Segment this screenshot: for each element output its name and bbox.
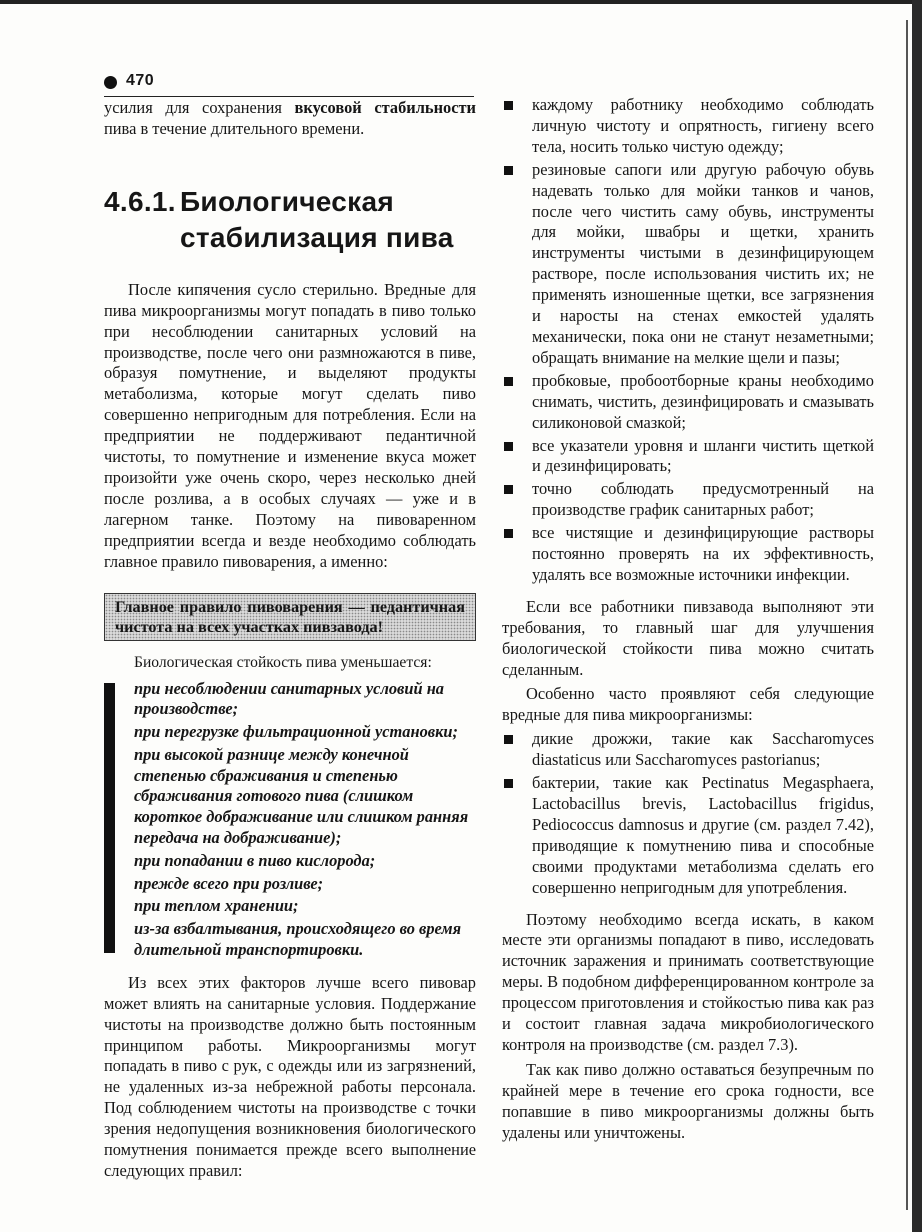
- sanitary-rules-list: [502, 95, 874, 586]
- list-item: все чистящие и дезинфицирующие растворы постоянно проверять на их эффективность, удалять все возможные источники инфекции.: [502, 523, 874, 586]
- scan-top-edge: [0, 0, 922, 4]
- intro-text-1: усилия для сохранения: [104, 98, 295, 117]
- page-header: [104, 72, 474, 97]
- list-item: каждому работнику необходимо соблюдать личную чистоту и опрятность, гигиену всего тела, носить только чистую одежду;: [502, 95, 874, 158]
- body-paragraph-1: После кипячения сусло стерильно. Вредные для пива микроорганизмы могут попадать в пиво только при несоблюдении санитарных условий на производстве, после чего они размножаются в пиве, образуя помутнение, и выделяют продукты метаболизма, которые могут сделать пиво совершенно непригодным для потребления. Если на предприятии не поддерживают педантичной чистоты, то помутнение и изменение вкуса может произойти уже очень скоро, через несколько дней после розлива, а в особых случаях — уже и в лагерном танке. Поэтому на пивоваренном предприятии всегда и везде необходимо соблюдать главное правило пивоварения, а именно:: [104, 279, 476, 571]
- list-item: пробковые, пробоотборные краны необходимо снимать, чистить, дезинфицировать и смазывать силиконовой смазкой;: [502, 371, 874, 434]
- intro-text-2: пива в течение длительного времени.: [104, 118, 365, 138]
- factor-item: прежде всего при розливе;: [134, 873, 324, 893]
- body-paragraph-3: Если все работники пивзавода выполняют эти требования, то главный шаг для улучшения биологической стойкости пива можно считать сделанным.: [502, 596, 874, 679]
- microorganisms-list: [502, 729, 874, 898]
- factor-item: при перегрузке фильтрационной установки;: [134, 722, 458, 742]
- factor-item: при высокой разнице между конечной степенью сбраживания и степенью сбраживания готового пива (слишком короткое дображивание или слишком ранняя передача на дображивание);: [134, 744, 469, 848]
- scan-right-edge: [912, 0, 922, 1232]
- page-marker-icon: [104, 76, 117, 89]
- intro-text-bold: вкусовой стабильности: [294, 98, 476, 117]
- section-title-line2: стабилизация пива: [180, 221, 454, 253]
- factor-item: при теплом хранении;: [134, 896, 299, 916]
- factor-item: при несоблюдении санитарных условий на производстве;: [134, 678, 444, 719]
- list-item: бактерии, такие как Pectinatus Megasphaera, Lactobacillus brevis, Lactobacillus frigidus, Pediococcus damnosus и другие (см. раздел 7.42), приводящие к помутнению пива и способные своими продуктами метаболизма сделать его совершенно непригодным для употребления.: [502, 773, 874, 898]
- section-title-line1: Биологическая: [180, 185, 394, 217]
- factors-intro: Биологическая стойкость пива уменьшается:: [134, 653, 432, 671]
- body-paragraph-2: Из всех этих факторов лучше всего пивовар может влиять на санитарные условия. Поддержание чистоты на производстве должно быть постоянным принципом работы. Микроорганизмы могут попадать в пиво с рук, с одежды или из загрязнений, не удаленных из-за небрежной работы персонала. Под соблюдением чистоты на производстве с точки зрения недопущения возникновения биологического помутнения понимается прежде всего выполнение следующих правил:: [104, 972, 476, 1181]
- factors-list: [104, 679, 476, 961]
- body-paragraph-4: Особенно часто проявляют себя следующие вредные для пива микроорганизмы:: [502, 684, 874, 725]
- body-paragraph-6: Так как пиво должно оставаться безупречным по крайней мере в течение его срока годности, все попавшие в пиво микроорганизмы должны быть удалены или уничтожены.: [502, 1059, 874, 1142]
- factors-side-bar: [104, 683, 115, 953]
- intro-paragraph: [104, 98, 476, 140]
- section-number: 4.6.1.: [104, 185, 176, 217]
- list-item: все указатели уровня и шланги чистить щеткой и дезинфицировать;: [502, 436, 874, 478]
- factor-item: при попадании в пиво кислорода;: [134, 850, 376, 870]
- left-column: [104, 98, 476, 1182]
- scan-right-line: [906, 20, 908, 1210]
- section-heading: [104, 184, 476, 256]
- list-item: дикие дрожжи, такие как Saccharomyces diastaticus или Saccharomyces pastorianus;: [502, 729, 874, 771]
- right-column: [502, 95, 874, 1144]
- list-item: резиновые сапоги или другую рабочую обувь надевать только для мойки танков и чанов, после чего чистить саму обувь, инструменты для мойки, швабры и щетки, хранить инструменты чистыми в дезинфицирующем растворе, после использования чистить их; не применять изношенные щетки, все загрязнения и наросты на стенах емкостей удалять механически, пока они не станут незаметными; обращать внимание на мелкие щели и пазы;: [502, 160, 874, 369]
- list-item: точно соблюдать предусмотренный на производстве график санитарных работ;: [502, 479, 874, 521]
- page-number: 470: [126, 72, 155, 89]
- body-paragraph-5: Поэтому необходимо всегда искать, в каком месте эти организмы попадают в пиво, исследовать источник заражения и принимать соответствующие меры. В подобном дифференцированном контроле за процессом приготовления и стойкостью пива как раз и состоит главная задача микробиологического контроля на производстве (см. раздел 7.3).: [502, 909, 874, 1054]
- main-rule-box: Главное правило пивоварения — педантичная чистота на всех участках пивзавода!: [104, 593, 476, 641]
- factor-item: из-за взбалтывания, происходящего во время длительной транспортировки.: [134, 919, 462, 960]
